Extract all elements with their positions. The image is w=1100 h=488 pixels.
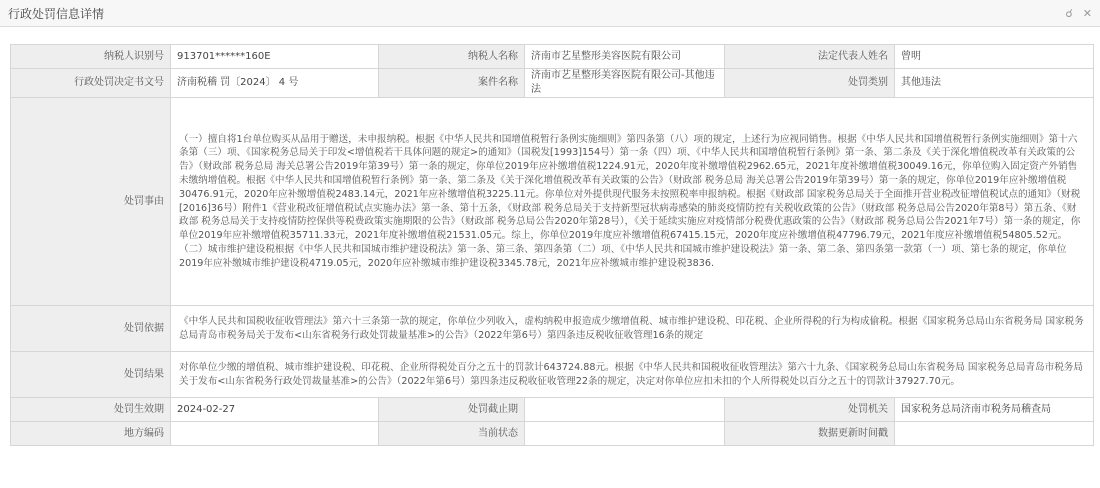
dialog-titlebar: [0, 0, 1100, 27]
legal-rep-value: 曾明: [895, 45, 1094, 69]
doc-no-label: 行政处罚决定书文号: [11, 69, 171, 98]
facts-label: 处罚事由: [11, 98, 171, 306]
authority-label: 处罚机关: [725, 398, 895, 422]
result-text: 对你单位少缴的增值税、城市维护建设税、印花税、企业所得税处百分之五十的罚款计643724.88元。根据《中华人民共和国税收征收管理法》第六十九条、《国家税务总局山东省税务局 国家税务总局青岛市税务局关于发布<山东省税务行政处罚裁量基准>的公告》（2022年第6号）第四条违反税收征收管理22条的规定，决定对你单位应扣未扣的个人所得税处以百分之五十的罚款计37927.70元。: [171, 352, 1094, 398]
pin-icon[interactable]: ☌: [1065, 6, 1073, 20]
table-row: [11, 98, 1094, 306]
status-label: 当前状态: [379, 422, 525, 446]
table-row: [11, 306, 1094, 352]
deadline-value: [525, 398, 725, 422]
updated-label: 数据更新时间戳: [725, 422, 895, 446]
table-row: [11, 45, 1094, 69]
case-name-value: 济南市艺星整形美容医院有限公司-其他违法: [525, 69, 725, 98]
taxpayer-name-label: 纳税人名称: [379, 45, 525, 69]
table-row: [11, 352, 1094, 398]
deadline-label: 处罚截止期: [379, 398, 525, 422]
case-name-label: 案件名称: [379, 69, 525, 98]
legal-rep-label: 法定代表人姓名: [725, 45, 895, 69]
titlebar-icons: [1065, 7, 1092, 20]
penalty-type-value: 其他违法: [895, 69, 1094, 98]
effective-date-value: 2024-02-27: [171, 398, 379, 422]
detail-table-wrapper: [10, 44, 1093, 446]
doc-no-value: 济南税稽 罚〔2024〕 4 号: [171, 69, 379, 98]
table-row: [11, 69, 1094, 98]
updated-value: [895, 422, 1094, 446]
taxpayer-id-value: 913701******160E: [171, 45, 379, 69]
basis-text: 《中华人民共和国税收征收管理法》第六十三条第一款的规定，你单位少列收入，虚构纳税申报造成少缴增值税、城市维护建设税、印花税、企业所得税的行为构成偷税。根据《国家税务总局山东省税务局 国家税务总局青岛市税务局关于发布<山东省税务行政处罚裁量基准>的公告》（2022年第6号）第四条违反税收征收管理16条的规定: [171, 306, 1094, 352]
region-code-label: 地方编码: [11, 422, 171, 446]
taxpayer-id-label: 纳税人识别号: [11, 45, 171, 69]
facts-text: （一）擅自将1台单位购买从品用于赠送，未申报纳税。根据《中华人民共和国增值税暂行条例实施细则》第四条第（八）项的规定，上述行为应视同销售。根据《中华人民共和国增值税暂行条例实施细则》第十六条第（三）项、《国家税务总局关于印发<增值税若干具体问题的规定>的通知》（国税发[1993]154号）第一条（四）项、《中华人民共和国增值税暂行条例》第一条、第二条及《关于深化增值税改革有关政策的公告》（财政部 税务总局 海关总署公告2019年第39号）第一条的规定，你单位2019年应补缴增值税1224.91元，2020年度补缴增值税2962.65元，2021年度补缴增值税30049.16元，你单位购入固定资产外销售未缴纳增值税。根据《中华人民共和国增值税暂行条例》第一条、第二条及《关于深化增值税改革有关政策的公告》（财政部 税务总局 海关总署公告2019年第39号）第一条的规定，你单位2019年应补缴增值税30476.91元，2020年应补缴增值税2483.14元，2021年应补缴增值税3225.11元。你单位对外提供现代服务未按照税率申报纳税。根据《财政部 国家税务总局关于全面推开营业税改征增值税试点的通知》（财税[2016]36号）附件1《营业税改征增值税试点实施办法》第一条、第十五条，《财政部 税务总局关于支持新型冠状病毒感染的肺炎疫情防控有关税收政策的公告》（财政部 税务总局公告2020年第8号）第五条、《财政部 税务总局关于支持疫情防控保供等税费政策实施期限的公告》（财政部 税务总局公告2020年第28号），《关于延续实施应对疫情部分税费优惠政策的公告》（财政部 税务总局公告2021年7号）第一条的规定，你单位2019年应补缴增值税35711.33元，2021年度补缴增值税21531.05元。综上，你单位2019年度应补缴增值税67415.15元，2020年度应补缴增值税47796.79元，2021年度应补缴增值税54805.52元。（二）城市维护建设税根据《中华人民共和国城市维护建设税法》第一条、第三条、第四条第（二）项、《中华人民共和国城市维护建设税法》第一条、第二条、第四条第一款第（一）项、第七条的规定，你单位2019年应补缴城市维护建设税4719.05元，2020年应补缴城市维护建设税3345.78元，2021年应补缴城市维护建设税3836.: [171, 98, 1094, 306]
status-value: [525, 422, 725, 446]
taxpayer-name-value: 济南市艺星整形美容医院有限公司: [525, 45, 725, 69]
result-label: 处罚结果: [11, 352, 171, 398]
detail-table: [10, 44, 1094, 446]
penalty-type-label: 处罚类别: [725, 69, 895, 98]
close-icon[interactable]: ✕: [1082, 6, 1092, 20]
effective-date-label: 处罚生效期: [11, 398, 171, 422]
table-row: [11, 398, 1094, 422]
dialog-title: 行政处罚信息详情: [8, 6, 105, 21]
region-code-value: [171, 422, 379, 446]
basis-label: 处罚依据: [11, 306, 171, 352]
table-row: [11, 422, 1094, 446]
authority-value: 国家税务总局济南市税务局稽查局: [895, 398, 1094, 422]
